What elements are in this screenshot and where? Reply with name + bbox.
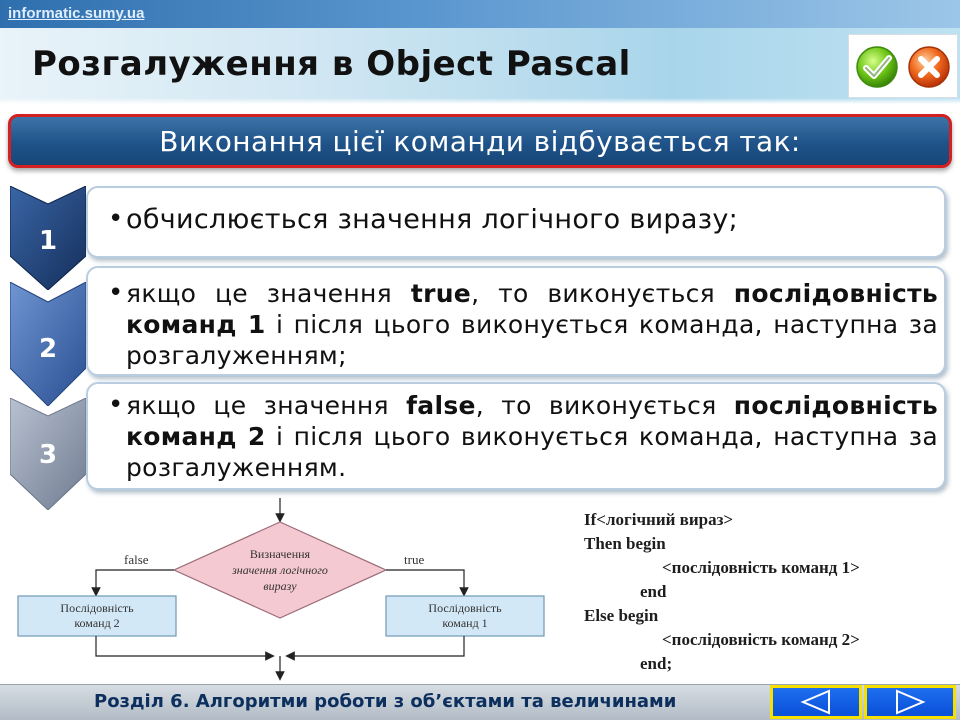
step-2-bullet	[108, 278, 938, 371]
step-2-part-1: якщо це значення	[126, 279, 411, 308]
step-2-part-3: і після цього виконується команда, наступна за розгалуженням;	[126, 310, 938, 370]
bullet-dot: •	[108, 390, 124, 420]
step-number-2: 2	[38, 334, 58, 364]
next-slide-button[interactable]	[864, 685, 956, 719]
code-line-then: Then begin	[584, 534, 666, 553]
bullet-dot: •	[108, 204, 124, 234]
check-icon	[855, 45, 899, 89]
step-number-3: 3	[38, 440, 58, 470]
condition-line-3: виразу	[263, 579, 297, 593]
step-card-3	[86, 382, 946, 490]
triangle-left-icon	[773, 688, 859, 716]
true-branch-line	[386, 570, 464, 592]
code-line-if: If<логічний вираз>	[584, 510, 734, 529]
left-box-line-1: Послідовність	[60, 601, 134, 615]
true-label: true	[404, 552, 425, 567]
step-number-1: 1	[38, 226, 58, 256]
code-listing	[584, 508, 944, 676]
close-icon	[907, 45, 951, 89]
prev-slide-button[interactable]	[770, 685, 862, 719]
step-2-bold: послідовність команд 1	[126, 279, 938, 339]
bullet-dot: •	[108, 278, 124, 308]
step-2-keyword: true	[410, 279, 472, 308]
step-1-bullet	[108, 204, 938, 235]
site-link[interactable]: informatic.sumy.ua	[8, 5, 145, 22]
triangle-right-icon	[867, 688, 953, 716]
top-strip	[0, 0, 960, 28]
condition-line-2: значення логічного	[232, 563, 328, 577]
merge-right-line	[290, 636, 464, 656]
step-2-text	[126, 278, 938, 371]
check-button[interactable]	[855, 45, 899, 89]
step-card-2	[86, 266, 946, 376]
flowchart	[10, 496, 555, 682]
code-line-end-final: end;	[640, 654, 673, 673]
step-3-bullet	[108, 390, 938, 483]
footer-text: Розділ 6. Алгоритми роботи з об’єктами та величинами	[94, 691, 677, 712]
step-3-part-1: якщо це значення	[126, 391, 407, 420]
code-line-else: Else begin	[584, 606, 659, 625]
code-line-end: end	[640, 582, 667, 601]
step-3-text	[126, 390, 938, 483]
step-3-part-3: і після цього виконується команда, наступна за розгалуженням.	[126, 422, 938, 482]
step-3-keyword: false	[406, 391, 476, 420]
false-label: false	[124, 552, 149, 567]
header-text: Виконання цієї команди відбувається так:	[159, 125, 801, 158]
left-box-line-2: команд 2	[74, 616, 120, 630]
code-line-seq-2: <послідовність команд 2>	[662, 630, 860, 649]
header-bar	[8, 114, 952, 168]
right-box-line-2: команд 1	[442, 616, 488, 630]
step-marker-1	[10, 186, 86, 290]
step-marker-2	[10, 282, 86, 406]
code-line-seq-1: <послідовність команд 1>	[662, 558, 860, 577]
merge-left-line	[96, 636, 270, 656]
step-card-1	[86, 186, 946, 258]
step-1-text: обчислюється значення логічного виразу;	[126, 204, 739, 235]
condition-line-1: Визначення	[249, 547, 311, 561]
title-band	[0, 28, 960, 104]
false-branch-line	[96, 570, 174, 592]
step-3-part-2: , то виконується	[475, 391, 734, 420]
answer-buttons	[848, 34, 958, 98]
right-box-line-1: Послідовність	[428, 601, 502, 615]
close-button[interactable]	[907, 45, 951, 89]
page-title: Розгалуження в Object Pascal	[32, 44, 631, 84]
step-3-bold: послідовність команд 2	[126, 391, 938, 451]
step-2-part-2: , то виконується	[471, 279, 734, 308]
step-marker-3	[10, 398, 86, 510]
